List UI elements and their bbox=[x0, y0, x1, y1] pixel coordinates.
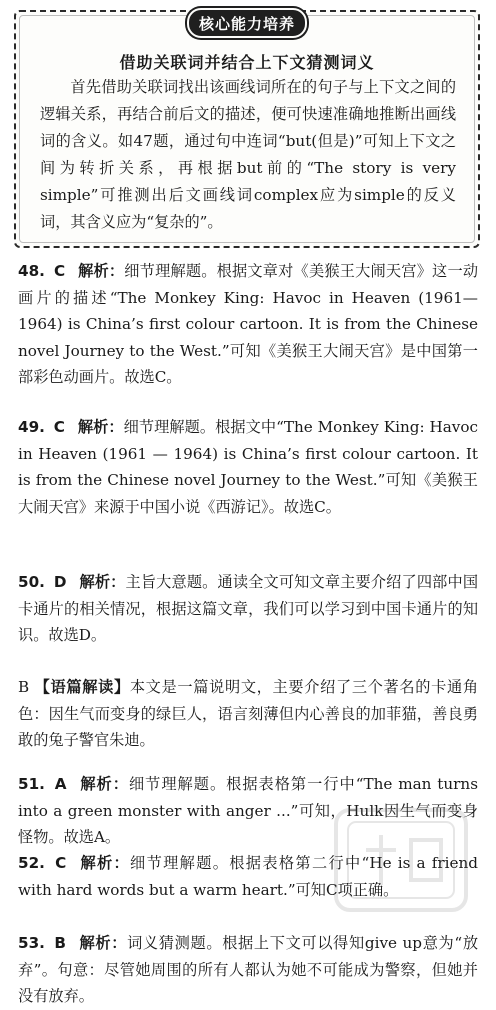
section-text: 本文是一篇说明文，主要介绍了三个著名的卡通角色：因生气而变身的绿巨人，语言刻薄但内心善良的加菲猫，善良勇敢的兔子警官朱迪。 bbox=[18, 678, 479, 749]
analysis-label: 解析： bbox=[78, 262, 125, 280]
explanation-text: 细节理解题。根据文中“The Monkey King: Havoc in Heaven (1961 — 1964) is China’s first colour cartoon. It is from the Chinese novel Journey to the West.”可知《美猴王大闹天宫》来源于中国小说《西游记》。故选C。 bbox=[18, 418, 479, 516]
tip-title: 借助关联词并结合上下文猜测词义 bbox=[119, 53, 375, 72]
answer-entry-48 bbox=[18, 258, 478, 391]
answer-entry-51 bbox=[18, 771, 478, 851]
tip-header-badge bbox=[187, 8, 307, 38]
answer-key: A bbox=[54, 775, 67, 793]
explanation-text: 主旨大意题。通读全文可知文章主要介绍了四部中国卡通片的相关情况，根据这篇文章，我们可以学习到中国卡通片的知识。故选D。 bbox=[18, 573, 479, 644]
section-letter: B bbox=[18, 678, 30, 696]
analysis-label: 解析： bbox=[80, 775, 129, 793]
explanation-text: 细节理解题。根据表格第一行中“The man turns into a green monster with anger ...”可知，Hulk因生气而变身怪物。故选A。 bbox=[18, 775, 479, 846]
question-number: 51. bbox=[18, 775, 45, 793]
answer-key: B bbox=[54, 934, 66, 952]
answer-key: C bbox=[55, 854, 67, 872]
answer-entry-53 bbox=[18, 930, 478, 1010]
question-number: 52. bbox=[18, 854, 45, 872]
answer-entry-49 bbox=[18, 414, 478, 520]
answer-key: C bbox=[53, 262, 66, 280]
answer-entry-50 bbox=[18, 569, 478, 649]
answer-key: D bbox=[53, 573, 67, 591]
explanation-text: 词义猜测题。根据上下文可以得知give up意为“放弃”。句意：尽管她周围的所有人都认为她不可能成为警察，但她并没有放弃。 bbox=[18, 934, 479, 1005]
analysis-label: 解析： bbox=[80, 854, 131, 872]
analysis-label: 解析： bbox=[79, 934, 128, 952]
explanation-text: 细节理解题。根据文章对《美猴王大闹天宫》这一动画片的描述“The Monkey King: Havoc in Heaven (1961—1964) is China’s first colour cartoon. It is from the Chinese novel Journey to the West.”可知《美猴王大闹天宫》是中国第一部彩色动画片。故选C。 bbox=[18, 262, 479, 386]
explanation-text: 细节理解题。根据表格第二行中“He is a friend with hard words but a warm heart.”可知C项正确。 bbox=[18, 854, 479, 899]
question-number: 50. bbox=[18, 573, 45, 591]
analysis-label: 解析： bbox=[79, 573, 126, 591]
answer-key: C bbox=[53, 418, 65, 436]
answer-entry-52 bbox=[18, 850, 478, 903]
question-number: 48. bbox=[18, 262, 45, 280]
section-label: 【语篇解读】 bbox=[34, 678, 130, 696]
analysis-label: 解析： bbox=[77, 418, 124, 436]
tip-header-text: 核心能力培养 bbox=[198, 14, 295, 33]
section-b-reading-analysis bbox=[18, 674, 478, 754]
question-number: 53. bbox=[18, 934, 45, 952]
tip-box bbox=[14, 10, 480, 248]
tip-body: 首先借助关联词找出该画线词所在的句子与上下文之间的逻辑关系，再结合前后文的描述，便可快速准确地推断出画线词的含义。如47题，通过句中连词“but(但是)”可知上下文之间为转折关系，再根据but前的“The story is very simple”可推测出后文画线词complex应为simple的反义词，其含义应为“复杂的”。 bbox=[40, 78, 456, 231]
question-number: 49. bbox=[18, 418, 45, 436]
